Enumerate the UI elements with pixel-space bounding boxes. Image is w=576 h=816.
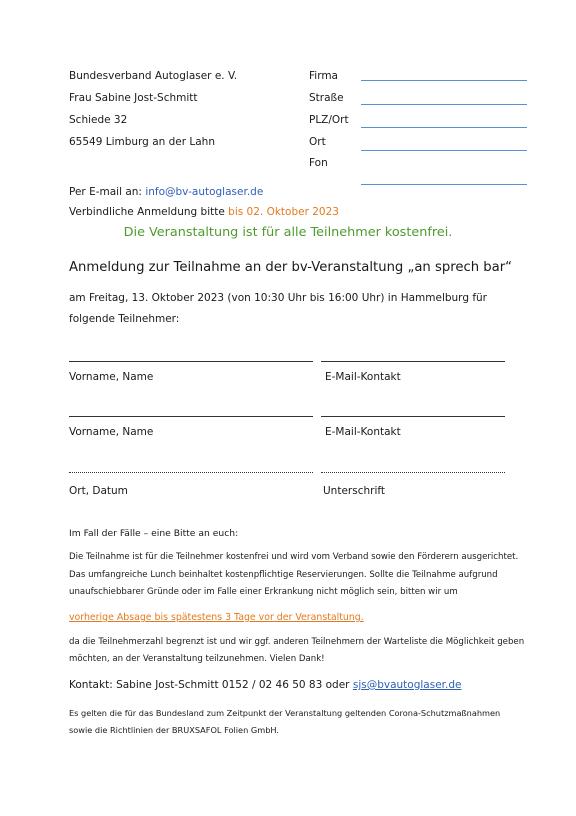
footer-line-1: Es gelten die für das Bundesland zum Zeitpunkt der Veranstaltung geltenden Corona-Schutzmaßnahmen	[69, 708, 501, 718]
deadline-line	[69, 206, 339, 218]
participant-1-name-label: Vorname, Name	[69, 371, 154, 383]
cancellation-notice: vorherige Absage bis spätestens 3 Tage vor der Veranstaltung.	[69, 612, 364, 623]
free-notice: Die Veranstaltung ist für alle Teilnehmer kostenfrei.	[123, 225, 453, 240]
notes-para1-line3: unaufschiebbarer Gründe oder im Falle einer Erkrankung nicht möglich sein, bitten wir um	[69, 587, 458, 597]
contact-prefix: Kontakt: Sabine Jost-Schmitt 0152 / 02 46 50 83 oder	[69, 679, 350, 691]
notes-para2-line2: möchten, an der Veranstaltung teilzunehmen. Vielen Dank!	[69, 654, 325, 664]
sender-org: Bundesverband Autoglaser e. V.	[69, 70, 238, 82]
email-line	[69, 186, 263, 198]
sender-person: Frau Sabine Jost-Schmitt	[69, 92, 198, 104]
participant-1-email-label: E-Mail-Kontakt	[325, 371, 401, 383]
page-title: Anmeldung zur Teilnahme an der bv-Veranstaltung „an sprech bar“	[69, 260, 512, 275]
participant-1-email-field[interactable]	[321, 361, 505, 362]
sender-street: Schiede 32	[69, 114, 128, 126]
field-line-firma[interactable]	[361, 80, 527, 81]
notes-para2-line1: da die Teilnehmerzahl begrenzt ist und wir ggf. anderen Teilnehmern der Warteliste die Möglichkeit geben	[69, 637, 525, 647]
participant-2-name-label: Vorname, Name	[69, 426, 154, 438]
deadline-prefix: Verbindliche Anmeldung bitte	[69, 206, 225, 218]
signature-label: Unterschrift	[323, 485, 385, 497]
field-line-plz-ort[interactable]	[361, 127, 527, 128]
contact-line	[69, 679, 462, 691]
field-line-fon[interactable]	[361, 184, 527, 185]
footer-line-2: sowie die Richtlinien der BRUXSAFOL Folien GmbH.	[69, 725, 280, 735]
field-label-ort: Ort	[309, 136, 326, 148]
field-label-fon: Fon	[309, 157, 328, 169]
field-line-strasse[interactable]	[361, 104, 527, 105]
notes-para1-line2: Das umfangreiche Lunch beinhaltet kostenpflichtige Reservierungen. Sollte die Teilnahme aufgrund	[69, 570, 498, 580]
email-prefix: Per E-mail an:	[69, 186, 142, 198]
signature-field[interactable]	[321, 472, 505, 473]
participant-2-name-field[interactable]	[69, 416, 313, 417]
intro-line-1: am Freitag, 13. Oktober 2023 (von 10:30 Uhr bis 16:00 Uhr) in Hammelburg für	[69, 292, 487, 304]
participant-2-email-field[interactable]	[321, 416, 505, 417]
registration-email-link[interactable]: info@bv-autoglaser.de	[145, 186, 264, 198]
participant-2-email-label: E-Mail-Kontakt	[325, 426, 401, 438]
contact-email-link[interactable]: sjs@bvautoglaser.de	[352, 679, 462, 691]
place-date-label: Ort, Datum	[69, 485, 128, 497]
intro-line-2: folgende Teilnehmer:	[69, 313, 180, 325]
notes-para1-line1: Die Teilnahme ist für die Teilnehmer kostenfrei und wird vom Verband sowie den Förderern ausgerichtet.	[69, 552, 519, 562]
field-label-strasse: Straße	[309, 92, 344, 104]
field-label-plz-ort: PLZ/Ort	[309, 114, 349, 126]
place-date-field[interactable]	[69, 472, 313, 473]
deadline-date: bis 02. Oktober 2023	[228, 206, 339, 218]
participant-1-name-field[interactable]	[69, 361, 313, 362]
notes-intro: Im Fall der Fälle – eine Bitte an euch:	[69, 528, 239, 539]
sender-city: 65549 Limburg an der Lahn	[69, 136, 215, 148]
field-line-ort[interactable]	[361, 150, 527, 151]
field-label-firma: Firma	[309, 70, 338, 82]
